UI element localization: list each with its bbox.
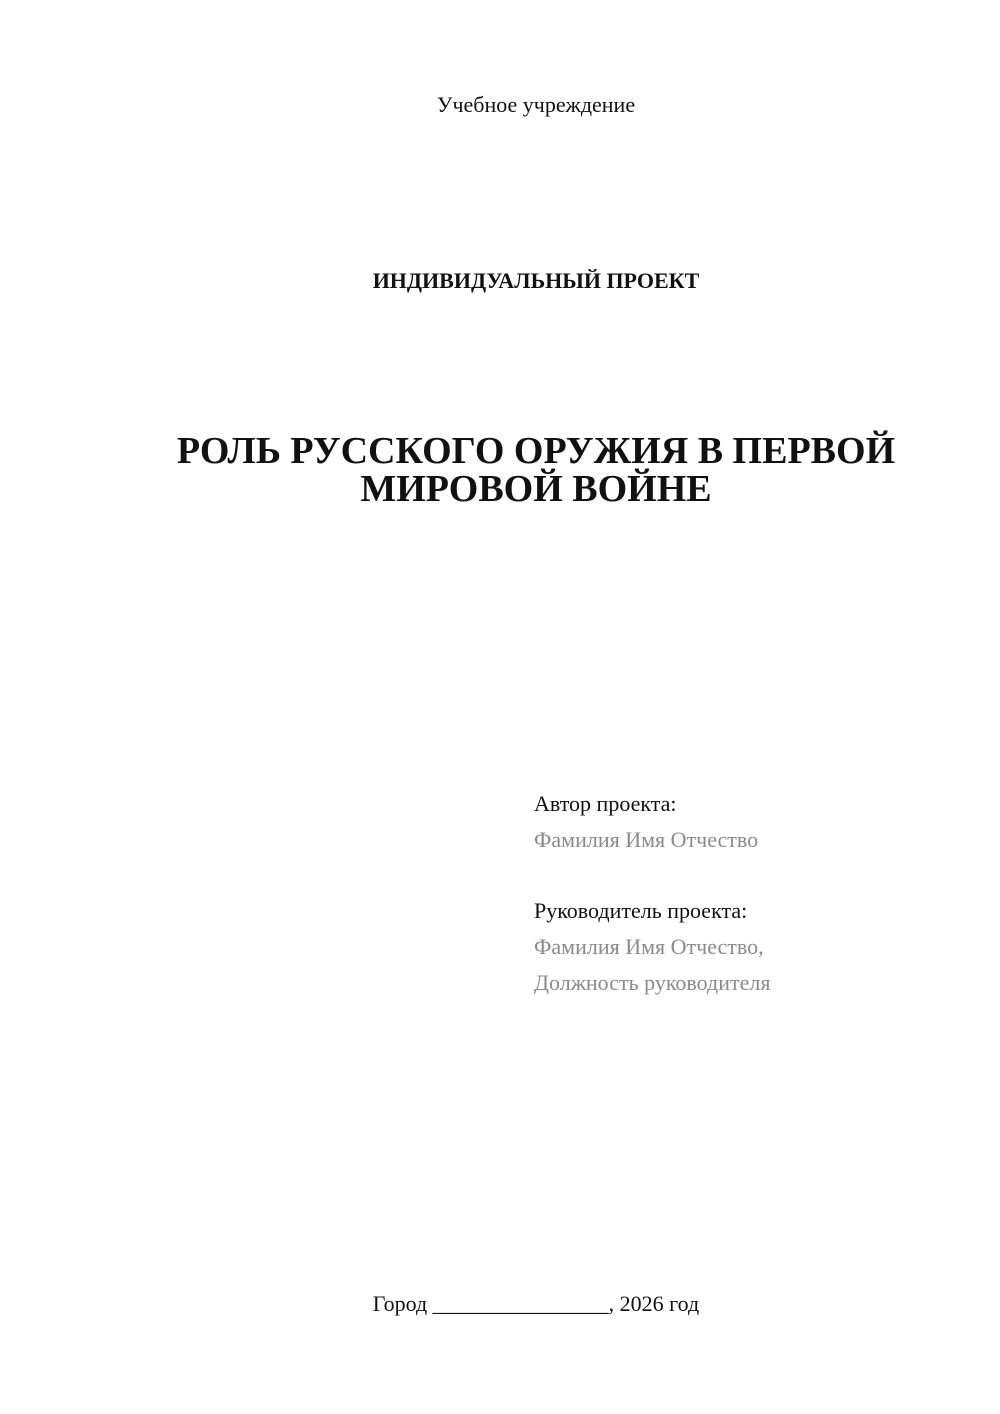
author-name: Фамилия Имя Отчество [534, 827, 759, 852]
project-credits [534, 786, 954, 1001]
institution-name: Учебное учреждение [436, 92, 636, 117]
supervisor-position: Должность руководителя [534, 970, 771, 995]
supervisor-name: Фамилия Имя Отчество, [534, 934, 764, 959]
project-type-heading: ИНДИВИДУАЛЬНЫЙ ПРОЕКТ [372, 268, 700, 293]
project-title [0, 432, 1000, 508]
city-year-line: Город ________________, 2026 год [372, 1291, 700, 1316]
supervisor-label: Руководитель проекта: [534, 898, 748, 923]
project-title-line-2: МИРОВОЙ ВОЙНЕ [360, 468, 712, 510]
author-label: Автор проекта: [534, 791, 677, 816]
project-title-line-1: РОЛЬ РУССКОГО ОРУЖИЯ В ПЕРВОЙ [176, 430, 896, 472]
credits-spacer [534, 858, 954, 893]
